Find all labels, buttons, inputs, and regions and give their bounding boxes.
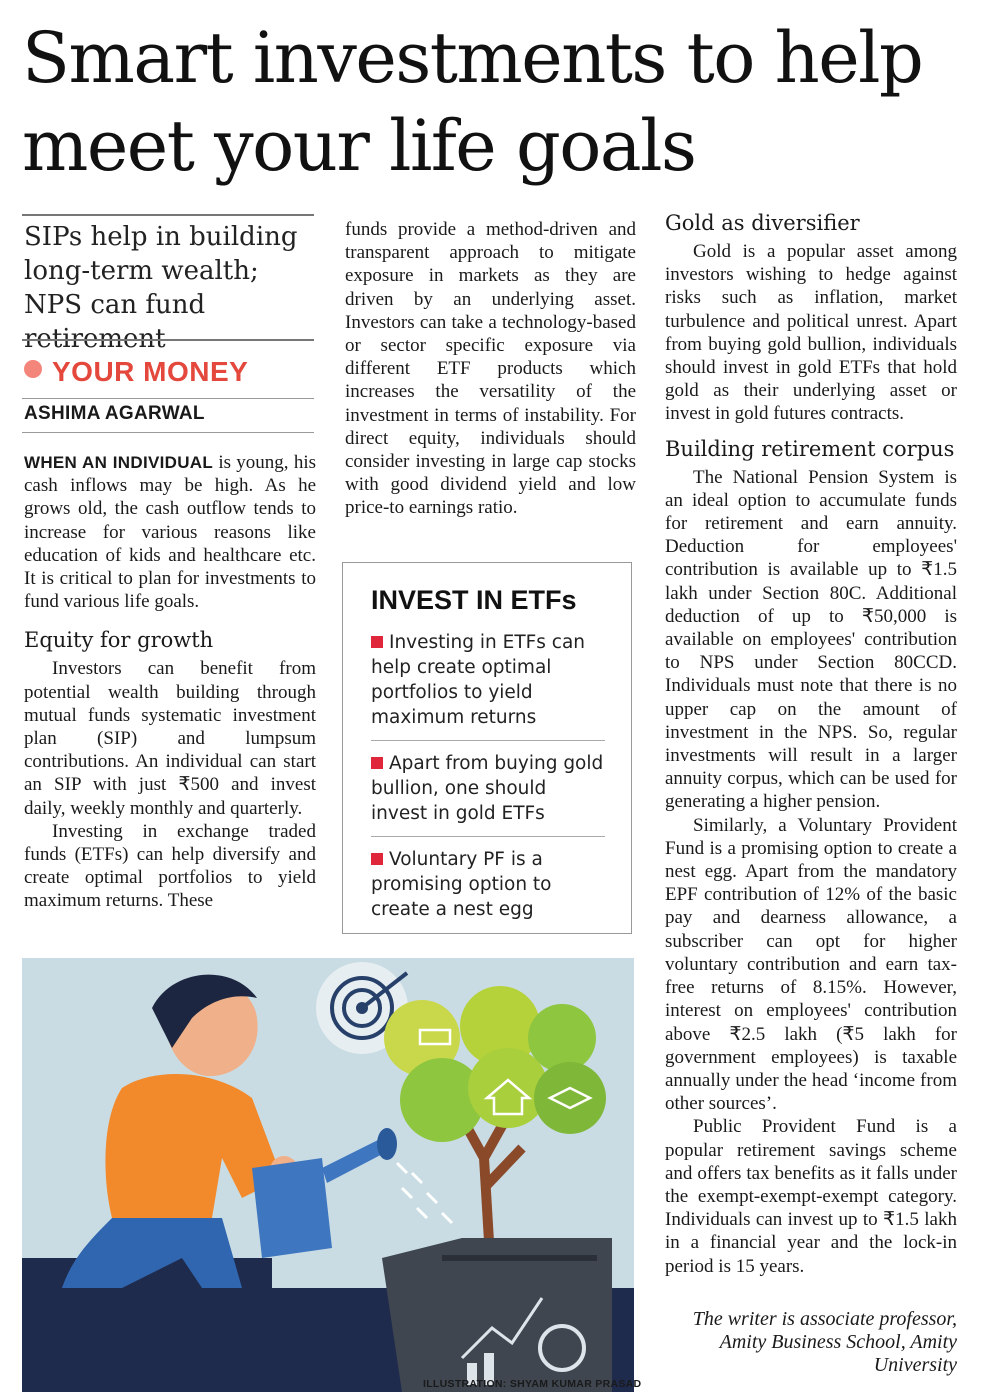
box-item: Investing in ETFs can help create optimal portfolios to yield maximum returns xyxy=(371,630,605,741)
writer-note: The writer is associate professor, Amity Business School, Amity University xyxy=(692,1308,957,1376)
paragraph: Investing in exchange traded funds (ETFs) can help diversify and create optimal portfolios to yield maximum returns. These xyxy=(24,820,316,912)
deck: SIPs help in building long-term wealth; NPS can fund retirement xyxy=(24,222,298,354)
paragraph: funds provide a method-driven and transparent approach to mitigate exposure in markets as they are driven by an underlying asset. Investors can take a technology-based or sector specific exposure via different ETF products which increases the versatility of the investment in terms of instability. For direct equity, individuals should consider investing in large cap stocks with good dividend yield and low price-to earnings ratio. xyxy=(345,219,636,519)
square-bullet-icon xyxy=(371,757,383,769)
illustration xyxy=(22,958,634,1392)
byline-bottom-rule xyxy=(22,432,314,433)
paragraph: Gold is a popular asset among investors wishing to hedge against risks such as inflation, market turbulence and political unrest. Apart from buying gold bullion, individuals should invest in gold ETFs that hold gold as their underlying asset or invest in gold futures contracts. xyxy=(665,241,957,425)
paragraph: Investors can benefit from potential wealth building through mutual funds systematic investment plan (SIP) and lumpsum contributions. An individual can start an SIP with just ₹500 and invest daily, weekly monthly and quarterly. xyxy=(24,658,316,819)
paragraph: Public Provident Fund is a popular retirement savings scheme and offers tax benefits as it falls under the exempt-exempt-exempt category. Individuals can invest up to ₹1.5 lakh in a financial year and the lock-in period is 15 years. xyxy=(665,1116,957,1277)
subhead-equity: Equity for growth xyxy=(24,628,214,653)
highlight-box xyxy=(342,562,632,934)
lead-caps: WHEN AN INDIVIDUAL xyxy=(24,453,214,472)
paragraph: The National Pension System is an ideal option to accumulate funds for retirement and earn annuity. Deduction for employees' contribution is available up to ₹1.5 lakh under Section 80C. Additional deduction of up to ₹50,000 is available on employees' contribution to NPS under Section 80CCD. Individuals must note that there is no upper cap on the amount of investment in the NPS. So, regular investments will result in a larger annuity corpus, which can be used for generating a higher pension. xyxy=(665,466,957,813)
square-bullet-icon xyxy=(371,636,383,648)
column-3 xyxy=(665,208,957,1278)
square-bullet-icon xyxy=(371,853,383,865)
lead-text: is young, his cash inflows may be high. As he grows old, the cash outflow tends to increase for various reasons like education of kids and healthcare etc. It is critical to plan for investments to fund various life goals. xyxy=(24,452,316,613)
section-tag xyxy=(24,356,248,388)
section-tag-label: YOUR MONEY xyxy=(52,356,249,387)
column-1 xyxy=(24,451,316,913)
paragraph: Similarly, a Voluntary Provident Fund is a promising option to create a nest egg. Apart from the mandatory EPF contribution of 12% of the basic pay and dearness allowance, a subscriber can opt for higher voluntary contribution and earn tax-free returns of 8.15%. However, interest on employees' contribution above ₹2.5 lakh (₹5 lakh for government employees) is taxable annually under the head ‘income from other sources’. xyxy=(665,814,957,1115)
illustration-credit: ILLUSTRATION: SHYAM KUMAR PRASAD xyxy=(423,1378,642,1390)
byline-top-rule xyxy=(22,398,314,399)
briefcase-pot xyxy=(382,1238,612,1392)
deck-bottom-rule xyxy=(22,339,314,341)
headline xyxy=(22,14,967,190)
box-item: Voluntary PF is a promising option to create a nest egg xyxy=(371,849,552,920)
headline-line-2: meet your life goals xyxy=(22,105,696,187)
box-item: Apart from buying gold bullion, one should invest in gold ETFs xyxy=(371,751,605,837)
subhead-gold: Gold as diversifier xyxy=(665,211,860,235)
column-2 xyxy=(345,218,636,520)
deck-top-rule xyxy=(22,214,314,216)
lead-paragraph xyxy=(24,451,316,613)
byline: ASHIMA AGARWAL xyxy=(24,403,205,424)
headline-line-1: Smart investments to help xyxy=(22,17,923,99)
dot-icon xyxy=(24,360,42,378)
box-title: INVEST IN ETFs xyxy=(371,585,577,615)
subhead-retirement: Building retirement corpus xyxy=(665,436,955,461)
